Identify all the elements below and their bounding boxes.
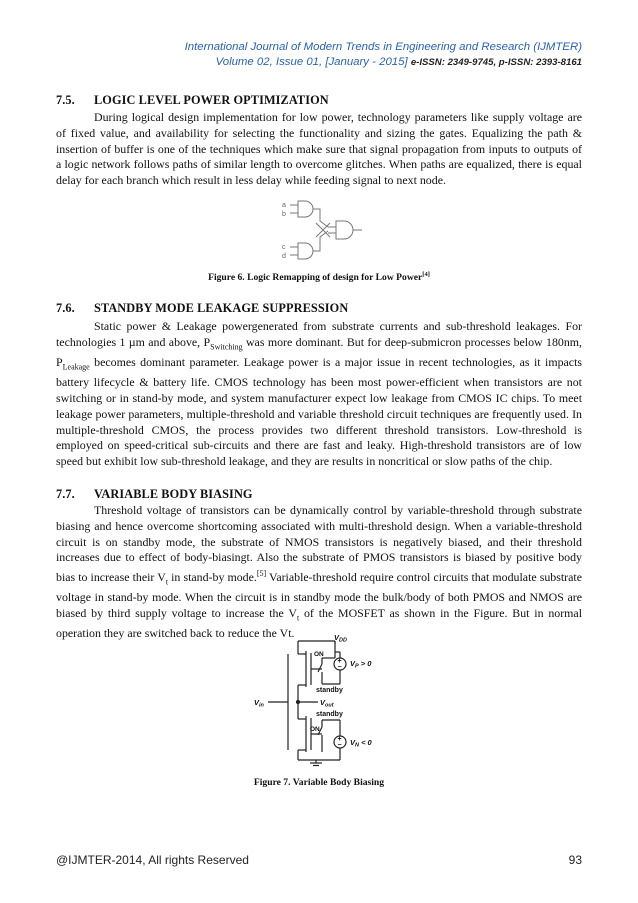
subscript-leakage: Leakage <box>62 362 90 372</box>
text-run: Variable-threshold require control circuits that modulate substrate voltage in stand-by mode. When the circuit is in standby mode the bulk/body of both PMOS and NMOS are biased by third supply voltage to increase the V <box>56 570 582 621</box>
section-7-5-heading <box>56 93 329 108</box>
text-run: in stand-by mode. <box>168 570 257 585</box>
on-label-bottom: ON <box>310 726 320 733</box>
vin-label: $V_{in}$ <box>254 698 264 709</box>
section-title: STANDBY MODE LEAKAGE SUPPRESSION <box>94 301 349 315</box>
section-number: 7.6. <box>56 301 75 315</box>
vn-label: $V_N < 0$ <box>350 738 372 749</box>
input-d-label: d <box>282 253 286 260</box>
section-title: VARIABLE BODY BIASING <box>94 487 253 501</box>
text-run: Static power & Leakage powergenerated from substrate currents and sub-threshold leakages. For technologies 1 µm and above, P <box>56 319 582 349</box>
standby-label-top: standby <box>316 687 343 694</box>
on-label-top: ON <box>314 651 324 658</box>
section-title: LOGIC LEVEL POWER OPTIMIZATION <box>94 93 329 107</box>
section-7-7-paragraph <box>56 503 582 642</box>
copyright-text: @IJMTER-2014, All rights Reserved <box>56 853 249 867</box>
section-7-6-paragraph <box>56 319 582 470</box>
page-number: 93 <box>568 853 582 867</box>
section-number: 7.5. <box>56 93 75 107</box>
figure-7-caption: Figure 7. Variable Body Biasing <box>253 777 385 788</box>
figure-6-logic-diagram <box>278 197 378 265</box>
figure-6-caption <box>0 271 638 283</box>
text-run: of the MOSFET as shown in the Figure. But in normal operation they are switched back to reduce the Vt. <box>56 606 583 641</box>
input-a-label: a <box>282 202 286 209</box>
journal-volume-line <box>185 55 582 70</box>
vp-minus-sign: − <box>337 664 342 671</box>
journal-name: International Journal of Modern Trends in Engineering and Research (IJMTER) <box>184 41 582 53</box>
text-run: becomes dominant parameter. Leakage power is a major issue in recent technologies, as it impacts battery lifecycle & battery life. CMOS technology has been most power-efficient when transistors are not switching or in stand-by mode, and system manufacturer expect low leakage from CMOS IC chips. To meet leakage power parameters, multiple-threshold and variable threshold circuit techniques are frequently used. In multiple-threshold CMOS, the process provides two different threshold transistors. Low-threshold is employed on speed-critical sub-circuits and there are fast and leaky. High-threshold transistors are of low speed but exhibit low sub-threshold leakage, and they are results in noncritical or slow paths of the chip. <box>56 354 582 469</box>
page-footer <box>56 853 582 867</box>
vout-label: $V_{out}$ <box>320 698 334 709</box>
text-run: was more dominant. But for deep-submicron processes below 180nm, P <box>56 334 583 369</box>
subscript-t: t <box>165 577 169 587</box>
section-7-7-heading <box>56 487 253 502</box>
subscript-switching: Switching <box>210 342 243 352</box>
figure-6-caption-text: Figure 6. Logic Remapping of design for Low Power <box>208 272 423 284</box>
text-run: Threshold voltage of transistors can be dynamically control by variable-threshold through substrate biasing and hence overcome shortcoming associated with multi-threshold design. When a variable-threshold circuit is on standby mode, the substrate of NMOS transistors is negatively biased, and their threshold increases due to effect of body-biasingt. Also the substrate of PMOS transistors is biased by positive body bias to increase their V <box>56 503 582 585</box>
citation-5: [5] <box>256 569 267 579</box>
figure-6-reference: [4] <box>422 271 430 278</box>
vn-plus-sign: + <box>337 736 342 743</box>
journal-volume: Volume 02, Issue 01, [January - 2015] <box>215 56 408 68</box>
figure-7-body-biasing-circuit <box>240 634 400 767</box>
vp-label: $V_P > 0$ <box>350 659 372 670</box>
running-header <box>185 40 582 70</box>
input-b-label: b <box>282 211 286 218</box>
journal-issn: e-ISSN: 2349-9745, p-ISSN: 2393-8161 <box>410 57 582 68</box>
section-number: 7.7. <box>56 487 75 501</box>
subscript-t: t <box>296 613 300 623</box>
input-c-label: c <box>282 244 286 251</box>
standby-label-bottom: standby <box>316 711 343 718</box>
vp-plus-sign: + <box>337 658 342 665</box>
vdd-label: $V_{DD}$ <box>334 634 347 644</box>
section-7-5-paragraph: During logical design implementation for low power, technology parameters like supply voltage are of fixed value, and availability for selecting the functionality and sizing the gates. Equalizing the path & insertion of buffer is one of the techniques which make sure that signal propagation from inputs to outputs of a logic network follows paths of similar length to overcome glitches. When paths are equalized, there is equal delay for each branch which result in less delay while feeding signal to next node. <box>56 110 582 188</box>
section-7-6-heading <box>56 301 348 316</box>
vn-minus-sign: − <box>337 742 342 749</box>
